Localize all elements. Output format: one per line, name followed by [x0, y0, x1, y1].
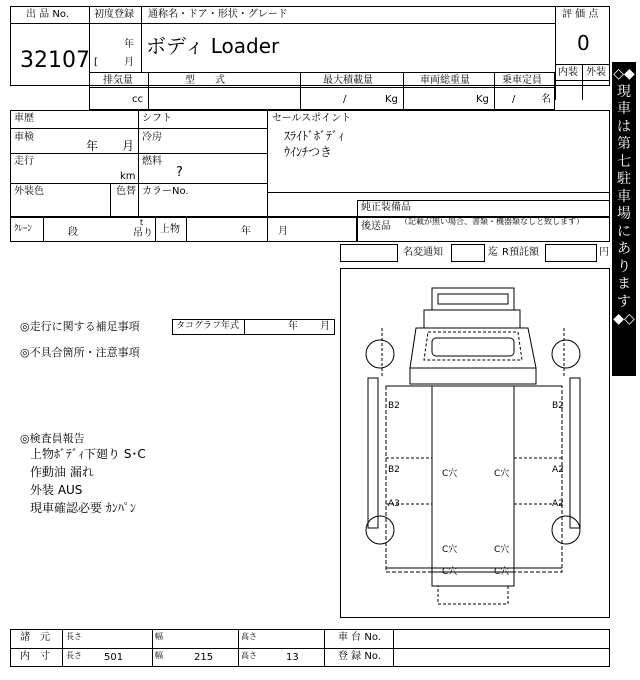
inner-width-value: 215 — [194, 652, 214, 663]
width-label-top: 幅 — [155, 632, 163, 641]
name-change-date-box — [340, 244, 398, 262]
crane-ton-unit: t — [140, 218, 144, 227]
location-banner-text: ◇◆現車は第七駐車場にあります◆◇ — [613, 66, 635, 327]
rear-items-note: （記載が無い場合、書類・機器類なしと致します） — [400, 217, 584, 226]
chassis-label: 車 台 No. — [338, 632, 381, 643]
crane-row — [10, 217, 357, 242]
sales-point-line-2: ｳｲﾝﾁつき — [284, 145, 333, 159]
tachograph-year-unit: 年 — [288, 321, 298, 332]
divider — [494, 72, 495, 110]
truck-outline — [340, 268, 610, 618]
divider — [357, 200, 610, 201]
gross-weight-unit: Kg — [476, 94, 489, 105]
first-reg-month-unit: 月 — [124, 57, 134, 68]
mark-c-hole-4: C穴 — [494, 545, 510, 555]
divider — [155, 217, 156, 242]
divider — [152, 629, 153, 667]
mileage-unit: km — [120, 171, 136, 182]
divider — [62, 629, 63, 667]
deposit-amount-box — [545, 244, 597, 262]
fuel-value: ? — [176, 165, 183, 180]
mark-a2-right-mid: A2 — [552, 465, 564, 475]
first-reg-year-unit: 年 — [124, 39, 134, 50]
score-label: 評 価 点 — [562, 9, 599, 20]
fuel-label: 燃料 — [142, 156, 162, 167]
mileage-label: 走行 — [14, 156, 34, 167]
reg-label: 登 録 No. — [338, 651, 381, 662]
lot-number: 32107 — [20, 48, 90, 73]
shift-label: シフト — [142, 113, 172, 124]
divider — [138, 110, 139, 217]
divider — [10, 648, 610, 649]
max-load-label: 最大積載量 — [323, 75, 373, 86]
divider — [324, 629, 325, 667]
height-label-top: 高さ — [241, 632, 257, 641]
mark-b2-right-top: B2 — [552, 401, 564, 411]
mark-b2-left-top: B2 — [388, 401, 400, 411]
mark-c-hole-6: C穴 — [494, 567, 510, 577]
exterior-label: 外装 — [586, 67, 606, 78]
inner-length-value: 501 — [104, 652, 124, 663]
name-change-label: 名変通知 — [403, 247, 443, 258]
divider — [110, 183, 111, 217]
inspection-month-unit: 月 — [122, 139, 135, 153]
gross-weight-label: 車両総重量 — [420, 75, 470, 86]
divider — [10, 153, 267, 154]
color-swap-label: 色替 — [116, 186, 136, 197]
divider — [403, 72, 404, 110]
divider — [10, 128, 267, 129]
mark-a3-left: A3 — [388, 499, 400, 509]
yen-unit: 円 — [599, 247, 609, 258]
width-label-bottom: 幅 — [155, 651, 163, 660]
capacity-label: 乗車定員 — [502, 75, 542, 86]
divider — [267, 192, 610, 193]
inspector-line-2: 作動油 漏れ — [30, 465, 94, 479]
divider — [43, 217, 44, 242]
color-no-label: カラーNo. — [142, 186, 189, 197]
max-load-slash: / — [343, 94, 347, 105]
driving-notes-label: ◎走行に関する補足事項 — [20, 320, 140, 333]
mark-c-hole-3: C穴 — [442, 545, 458, 555]
mark-a2-right-low: A2 — [552, 499, 564, 509]
location-banner — [612, 62, 636, 376]
upper-year-unit: 年 — [241, 226, 251, 237]
tachograph-label: タコグラフ年式 — [176, 321, 240, 331]
upper-month-unit: 月 — [278, 226, 288, 237]
deposit-label: R預託額 — [502, 247, 539, 258]
divider — [10, 23, 555, 24]
tachograph-month-unit: 月 — [320, 321, 330, 332]
displacement-unit: cc — [132, 94, 143, 105]
sales-points-label: セールスポイント — [272, 113, 352, 124]
crane-hang-unit: 吊り — [133, 228, 153, 239]
score-value: 0 — [577, 31, 590, 55]
exterior-color-label: 外装色 — [14, 186, 44, 197]
name-change-deadline-box — [451, 244, 485, 262]
divider — [300, 72, 301, 110]
model-label: 型 式 — [185, 75, 225, 86]
specs-label: 諸 元 — [20, 632, 50, 643]
deadline-suffix: 迄 — [488, 247, 498, 258]
rear-items-label: 後送品 — [361, 221, 391, 232]
vehicle-diagram — [340, 268, 610, 618]
length-label-top: 長さ — [66, 632, 82, 641]
divider — [186, 217, 187, 242]
capacity-unit: 名 — [541, 94, 551, 105]
divider — [244, 319, 245, 335]
divider — [555, 6, 556, 100]
first-reg-label: 初度登録 — [94, 9, 134, 20]
divider — [148, 72, 149, 110]
aircon-label: 冷房 — [142, 132, 162, 143]
mark-c-hole-5: C穴 — [442, 567, 458, 577]
inspector-line-4: 現車確認必要 ｶﾝﾊﾟﾝ — [30, 501, 136, 515]
inspection-label: 車検 — [14, 132, 34, 143]
mark-b2-left-mid: B2 — [388, 465, 400, 475]
rear-items-box — [357, 217, 610, 242]
lot-label: 出 品 No. — [26, 9, 69, 20]
mark-c-hole-1: C穴 — [442, 469, 458, 479]
divider — [582, 64, 583, 100]
divider — [10, 183, 267, 184]
divider — [555, 80, 610, 81]
inspector-line-1: 上物ﾎﾞﾃﾞｨ下廻り S･C — [30, 447, 146, 461]
name-label: 通称名・ドア・形状・グレード — [148, 9, 288, 20]
divider — [238, 629, 239, 667]
mark-c-hole-2: C穴 — [494, 469, 510, 479]
crane-label: ｸﾚｰﾝ — [14, 224, 33, 234]
crane-stage-unit: 段 — [68, 227, 78, 238]
inspector-report-label: ◎検査員報告 — [20, 432, 85, 445]
sales-point-line-1: ｽﾗｲﾄﾞﾎﾞﾃﾞｨ — [284, 129, 345, 143]
height-label-bottom: 高さ — [241, 651, 257, 660]
history-label: 車歴 — [14, 113, 34, 124]
genuine-equipment-label: 純正装備品 — [361, 202, 411, 213]
length-label-bottom: 長さ — [66, 651, 82, 660]
vehicle-name: ボディ Loader — [146, 34, 280, 58]
inner-label: 内 寸 — [20, 651, 50, 662]
divider — [141, 6, 142, 72]
inner-height-value: 13 — [286, 652, 299, 663]
displacement-label: 排気量 — [103, 75, 133, 86]
inspector-line-3: 外装 AUS — [30, 483, 83, 497]
upper-label: 上物 — [160, 224, 180, 235]
defect-notes-label: ◎不具合箇所・注意事項 — [20, 346, 140, 359]
interior-label: 内装 — [558, 67, 578, 78]
divider — [89, 87, 555, 88]
divider — [393, 629, 394, 667]
inspection-year-unit: 年 — [86, 139, 99, 153]
max-load-unit: Kg — [385, 94, 398, 105]
first-reg-bracket: [ — [94, 57, 98, 68]
capacity-slash: / — [512, 94, 516, 105]
